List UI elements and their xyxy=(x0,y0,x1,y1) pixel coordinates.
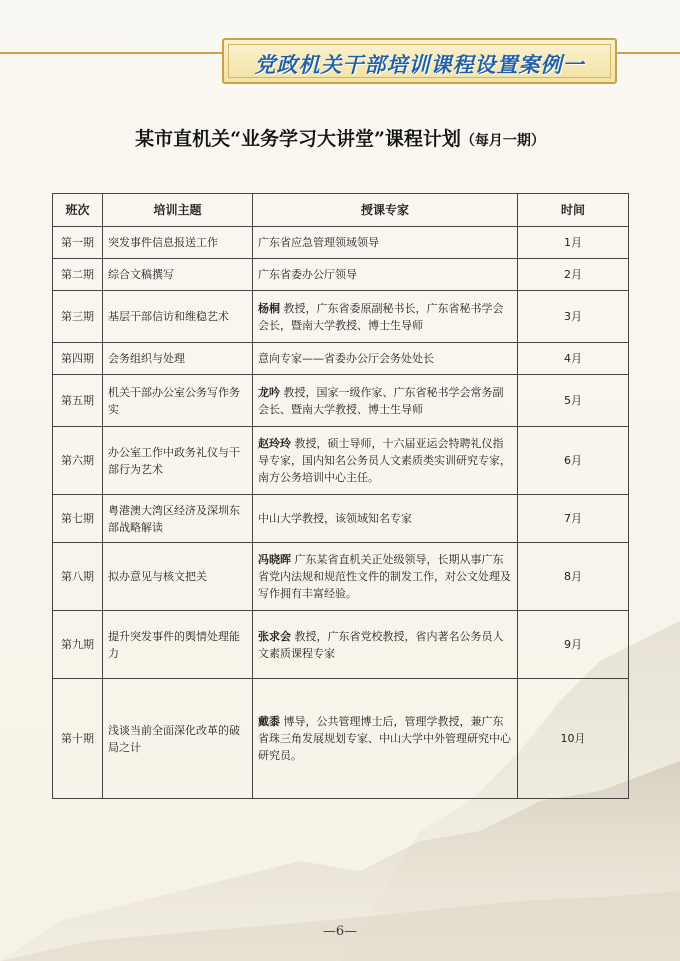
cell-expert xyxy=(253,543,518,611)
cell-month: 1月 xyxy=(518,227,629,259)
course-plan-table xyxy=(52,193,629,799)
document-title-note: （每月一期） xyxy=(460,133,545,149)
cell-period: 第二期 xyxy=(53,259,103,291)
cell-expert xyxy=(253,259,518,291)
cell-topic: 会务组织与处理 xyxy=(103,343,253,375)
cell-expert xyxy=(253,679,518,799)
header-time: 时间 xyxy=(518,194,629,227)
cell-expert xyxy=(253,227,518,259)
cell-topic: 基层干部信访和维稳艺术 xyxy=(103,291,253,343)
cell-topic: 综合文稿撰写 xyxy=(103,259,253,291)
cell-topic: 浅谈当前全面深化改革的破局之计 xyxy=(103,679,253,799)
cell-expert xyxy=(253,291,518,343)
cell-period: 第四期 xyxy=(53,343,103,375)
expert-name: 张求会 xyxy=(258,629,291,643)
cell-expert xyxy=(253,343,518,375)
cell-period: 第八期 xyxy=(53,543,103,611)
table-header-row xyxy=(53,194,629,227)
cell-period: 第七期 xyxy=(53,495,103,543)
cell-month: 3月 xyxy=(518,291,629,343)
cell-month: 10月 xyxy=(518,679,629,799)
cell-period: 第十期 xyxy=(53,679,103,799)
cell-period: 第一期 xyxy=(53,227,103,259)
cell-topic: 拟办意见与核文把关 xyxy=(103,543,253,611)
header-period: 班次 xyxy=(53,194,103,227)
table-row xyxy=(53,227,629,259)
expert-name: 龙吟 xyxy=(258,385,280,399)
cell-period: 第九期 xyxy=(53,611,103,679)
table-row xyxy=(53,679,629,799)
banner-rule-right xyxy=(617,52,680,54)
table-row xyxy=(53,611,629,679)
cell-expert xyxy=(253,375,518,427)
table-row xyxy=(53,291,629,343)
expert-name: 赵玲玲 xyxy=(258,437,291,450)
expert-description: 博导，公共管理博士后，管理学教授，兼广东省珠三角发展规划专家、中山大学中外管理研究中心研究员。 xyxy=(258,715,511,762)
expert-description: 教授，广东省委原副秘书长，广东省秘书学会会长，暨南大学教授、博士生导师 xyxy=(258,301,504,332)
section-banner xyxy=(222,38,617,84)
cell-period: 第六期 xyxy=(53,427,103,495)
document-title xyxy=(0,124,680,151)
cell-topic: 办公室工作中政务礼仪与干部行为艺术 xyxy=(103,427,253,495)
header-expert: 授课专家 xyxy=(253,194,518,227)
expert-name: 杨桐 xyxy=(258,301,280,315)
expert-description: 广东某省直机关正处级领导，长期从事广东省党内法规和规范性文件的制发工作，对公文处理及写作拥有丰富经验。 xyxy=(258,553,511,600)
banner-rule-left xyxy=(0,52,222,54)
expert-description: 教授，国家一级作家、广东省秘书学会常务副会长、暨南大学教授、博士生导师 xyxy=(258,385,504,416)
expert-name: 冯晓晖 xyxy=(258,553,291,566)
table-row xyxy=(53,427,629,495)
expert-description: 教授，硕士导师，十六届亚运会特聘礼仪指导专家，国内知名公务员人文素质类实训研究专家，南方公务培训中心主任。 xyxy=(258,437,511,484)
expert-description: 意向专家——省委办公厅会务处处长 xyxy=(258,352,434,365)
expert-description: 广东省应急管理领域领导 xyxy=(258,236,379,249)
cell-topic: 机关干部办公室公务写作务实 xyxy=(103,375,253,427)
cell-expert xyxy=(253,495,518,543)
expert-description: 教授，广东省党校教授，省内著名公务员人文素质课程专家 xyxy=(258,629,504,660)
table-row xyxy=(53,343,629,375)
cell-month: 8月 xyxy=(518,543,629,611)
cell-month: 6月 xyxy=(518,427,629,495)
table-row xyxy=(53,375,629,427)
expert-name: 戴黍 xyxy=(258,715,280,728)
cell-period: 第三期 xyxy=(53,291,103,343)
cell-topic: 突发事件信息报送工作 xyxy=(103,227,253,259)
table-row xyxy=(53,259,629,291)
cell-month: 2月 xyxy=(518,259,629,291)
cell-month: 9月 xyxy=(518,611,629,679)
page-number: —6— xyxy=(322,924,358,939)
cell-expert xyxy=(253,427,518,495)
banner-title: 党政机关干部培训课程设置案例一 xyxy=(254,53,585,77)
expert-description: 中山大学教授，该领域知名专家 xyxy=(258,512,412,525)
cell-period: 第五期 xyxy=(53,375,103,427)
cell-month: 5月 xyxy=(518,375,629,427)
cell-expert xyxy=(253,611,518,679)
table-row xyxy=(53,495,629,543)
cell-month: 7月 xyxy=(518,495,629,543)
table-row xyxy=(53,543,629,611)
cell-month: 4月 xyxy=(518,343,629,375)
header-topic: 培训主题 xyxy=(103,194,253,227)
cell-topic: 粤港澳大湾区经济及深圳东部战略解读 xyxy=(103,495,253,543)
cell-topic: 提升突发事件的舆情处理能力 xyxy=(103,611,253,679)
expert-description: 广东省委办公厅领导 xyxy=(258,268,357,281)
document-title-text: 某市直机关“业务学习大讲堂”课程计划 xyxy=(135,128,461,150)
